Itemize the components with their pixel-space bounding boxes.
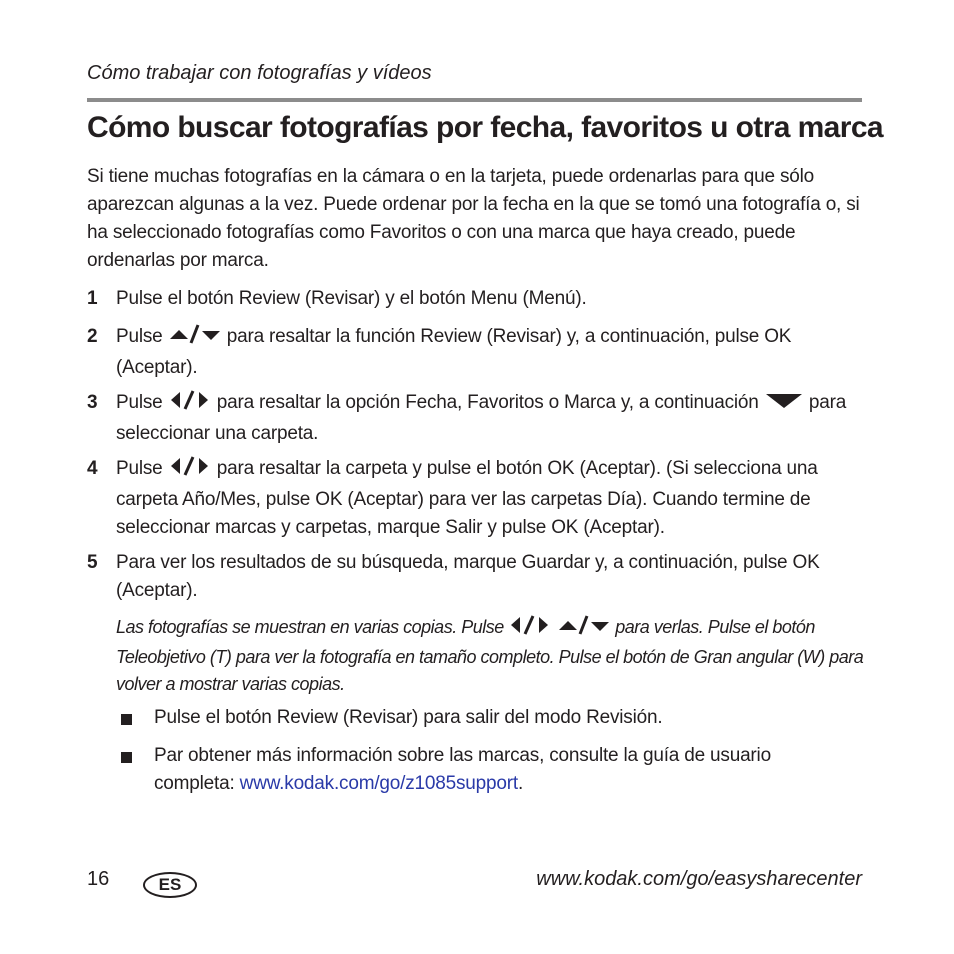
up-down-arrows-icon [168,323,222,354]
step-text-mid: para resaltar la opción Fecha, Favoritos o Marca y, a continuación [216,392,759,413]
up-down-arrows-icon [557,614,611,644]
step-2 [87,323,862,382]
language-badge: ES [143,872,197,898]
step-3 [87,389,862,448]
note-text-post: para verlas. Pulse el botón Teleobjetivo (T) para ver la fotografía en tamaño completo. Pulse el botón de Gran angular (W) para volver a mostrar varias copias. [116,617,864,694]
step-5 [87,549,862,605]
step-number: 5 [87,552,98,573]
left-right-arrows-icon [168,455,212,486]
left-right-arrows-icon [508,614,552,644]
bullet-text-after: . [517,773,524,794]
step-text-post: para resaltar la carpeta y pulse el botón OK (Aceptar). (Si selecciona una carpeta Año/Mes, pulse OK (Aceptar) para ver las carpetas Día). Cuando termine de seleccionar marcas y carpetas, marque Salir y pulse OK (Aceptar). [116,458,818,538]
bullet-text: Pulse el botón Review (Revisar) para salir del modo Revisión. [154,707,663,728]
step-number: 2 [87,326,98,347]
step-text-pre: Pulse [116,326,163,347]
intro-paragraph: Si tiene muchas fotografías en la cámara o en la tarjeta, puede ordenarlas para que sólo aparezcan algunas a la vez. Puede ordenar por la fecha en la que se tomó una fotografía o, si ha seleccionado fotografías como Favoritos o con una marca que haya creado, puede ordenarlas por marca. [87,166,860,271]
left-right-arrows-icon [168,389,212,420]
header-rule [87,98,862,102]
page-title: Cómo buscar fotografías por fecha, favoritos u otra marca [87,111,883,144]
bullet-text: Par obtener más información sobre las marcas, consulte la guía de usuario completa: [154,745,771,794]
bullet-item [116,742,856,798]
down-arrow-icon [764,389,804,420]
step-4 [87,455,862,542]
footer-url: www.kodak.com/go/easysharecenter [536,868,862,890]
step-number: 4 [87,458,98,479]
running-head: Cómo trabajar con fotografías y vídeos [87,62,432,84]
note-text-pre: Las fotografías se muestran en varias copias. Pulse [116,617,504,637]
bullet-square-icon [121,752,132,763]
bullet-item [116,704,856,732]
bullet-square-icon [121,714,132,725]
step-text-pre: Pulse [116,392,163,413]
step-text: Para ver los resultados de su búsqueda, marque Guardar y, a continuación, pulse OK (Aceptar). [116,552,820,601]
step-text-post: para seleccionar una carpeta. [116,392,847,444]
support-link[interactable]: www.kodak.com/go/z1085support [239,773,518,794]
step-text-post: para resaltar la función Review (Revisar) y, a continuación, pulse OK (Aceptar). [116,326,792,378]
note-paragraph [116,614,866,698]
step-1 [87,285,862,313]
step-number: 1 [87,288,98,309]
step-number: 3 [87,392,98,413]
step-text-pre: Pulse [116,458,163,479]
step-text: Pulse el botón Review (Revisar) y el botón Menu (Menú). [116,288,587,309]
page-number: 16 [87,868,110,890]
